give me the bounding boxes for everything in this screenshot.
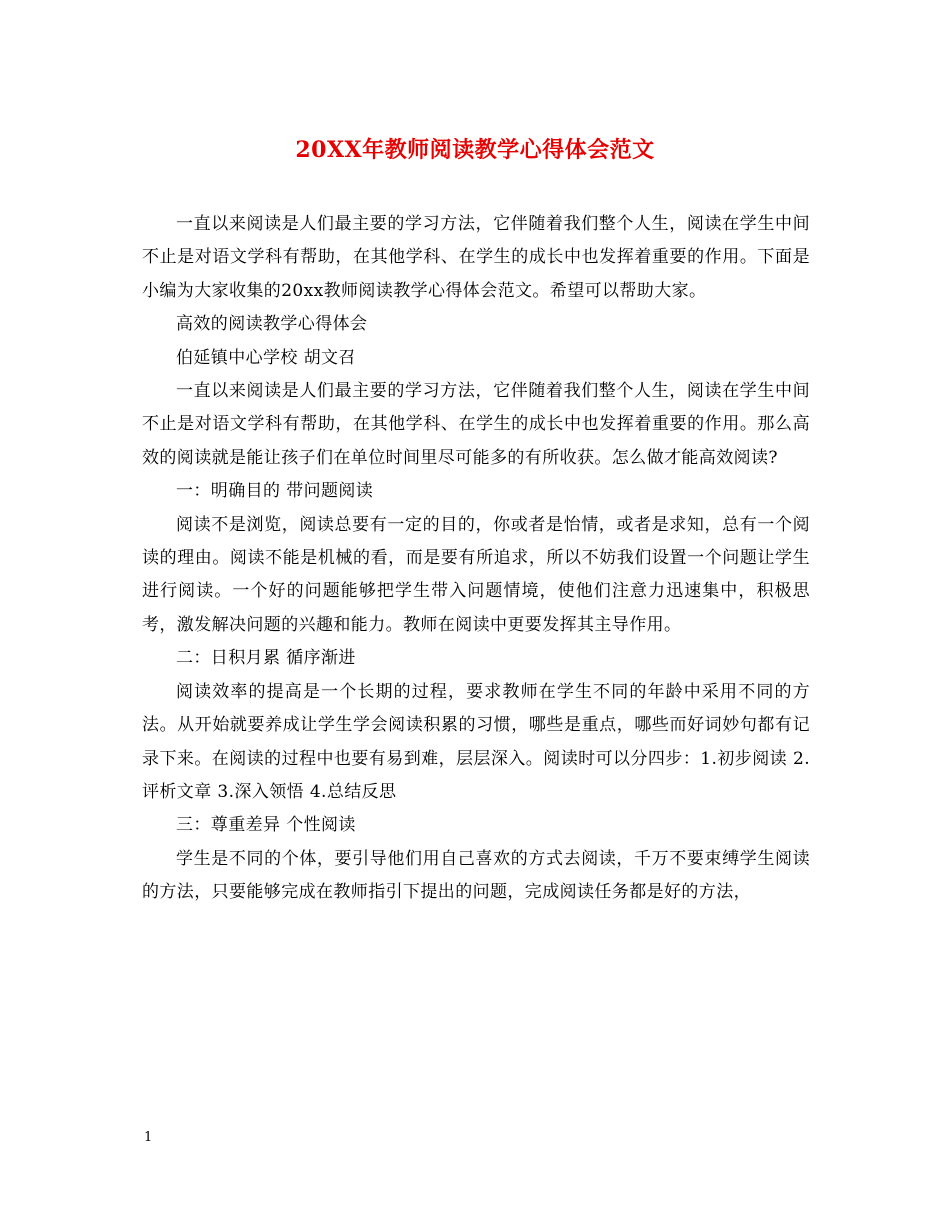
paragraph-intro: 一直以来阅读是人们最主要的学习方法，它伴随着我们整个人生，阅读在学生中间不止是对语文学科有帮助，在其他学科、在学生的成长中也发挥着重要的作用。下面是小编为大家收集的20xx教师阅读教学心得体会范文。希望可以帮助大家。 [142,214,810,301]
section-heading-1: 一：明确目的 带问题阅读 [176,481,374,502]
article-heading: 高效的阅读教学心得体会 [176,314,368,335]
paragraph-section-2: 阅读效率的提高是一个长期的过程，要求教师在学生不同的年龄中采用不同的方法。从开始就要养成让学生学会阅读积累的习惯，哪些是重点，哪些而好词妙句都有记录下来。在阅读的过程中也要有易到难，层层深入。阅读时可以分四步：1.初步阅读 2.评析文章 3.深入领悟 4.总结反思 [142,681,810,802]
article-author: 伯延镇中心学校 胡文召 [176,347,356,368]
section-heading-2: 二：日积月累 循序渐进 [176,648,356,669]
section-heading-3: 三：尊重差异 个性阅读 [176,815,356,836]
document-body [142,208,810,910]
page-number: 1 [144,1130,153,1145]
document-title: 20XX年教师阅读教学心得体会范文 [295,137,655,163]
paragraph-opening: 一直以来阅读是人们最主要的学习方法，它伴随着我们整个人生，阅读在学生中间不止是对语文学科有帮助，在其他学科、在学生的成长中也发挥着重要的作用。那么高效的阅读就是能让孩子们在单位时间里尽可能多的有所收获。怎么做才能高效阅读? [142,381,810,468]
paragraph-section-1: 阅读不是浏览，阅读总要有一定的目的，你或者是怡情，或者是求知，总有一个阅读的理由。阅读不能是机械的看，而是要有所追求，所以不妨我们设置一个问题让学生进行阅读。一个好的问题能够把学生带入问题情境，使他们注意力迅速集中，积极思考，激发解决问题的兴趣和能力。教师在阅读中更要发挥其主导作用。 [142,514,810,635]
paragraph-section-3: 学生是不同的个体，要引导他们用自己喜欢的方式去阅读，千万不要束缚学生阅读的方法，只要能够完成在教师指引下提出的问题，完成阅读任务都是好的方法， [142,848,810,903]
